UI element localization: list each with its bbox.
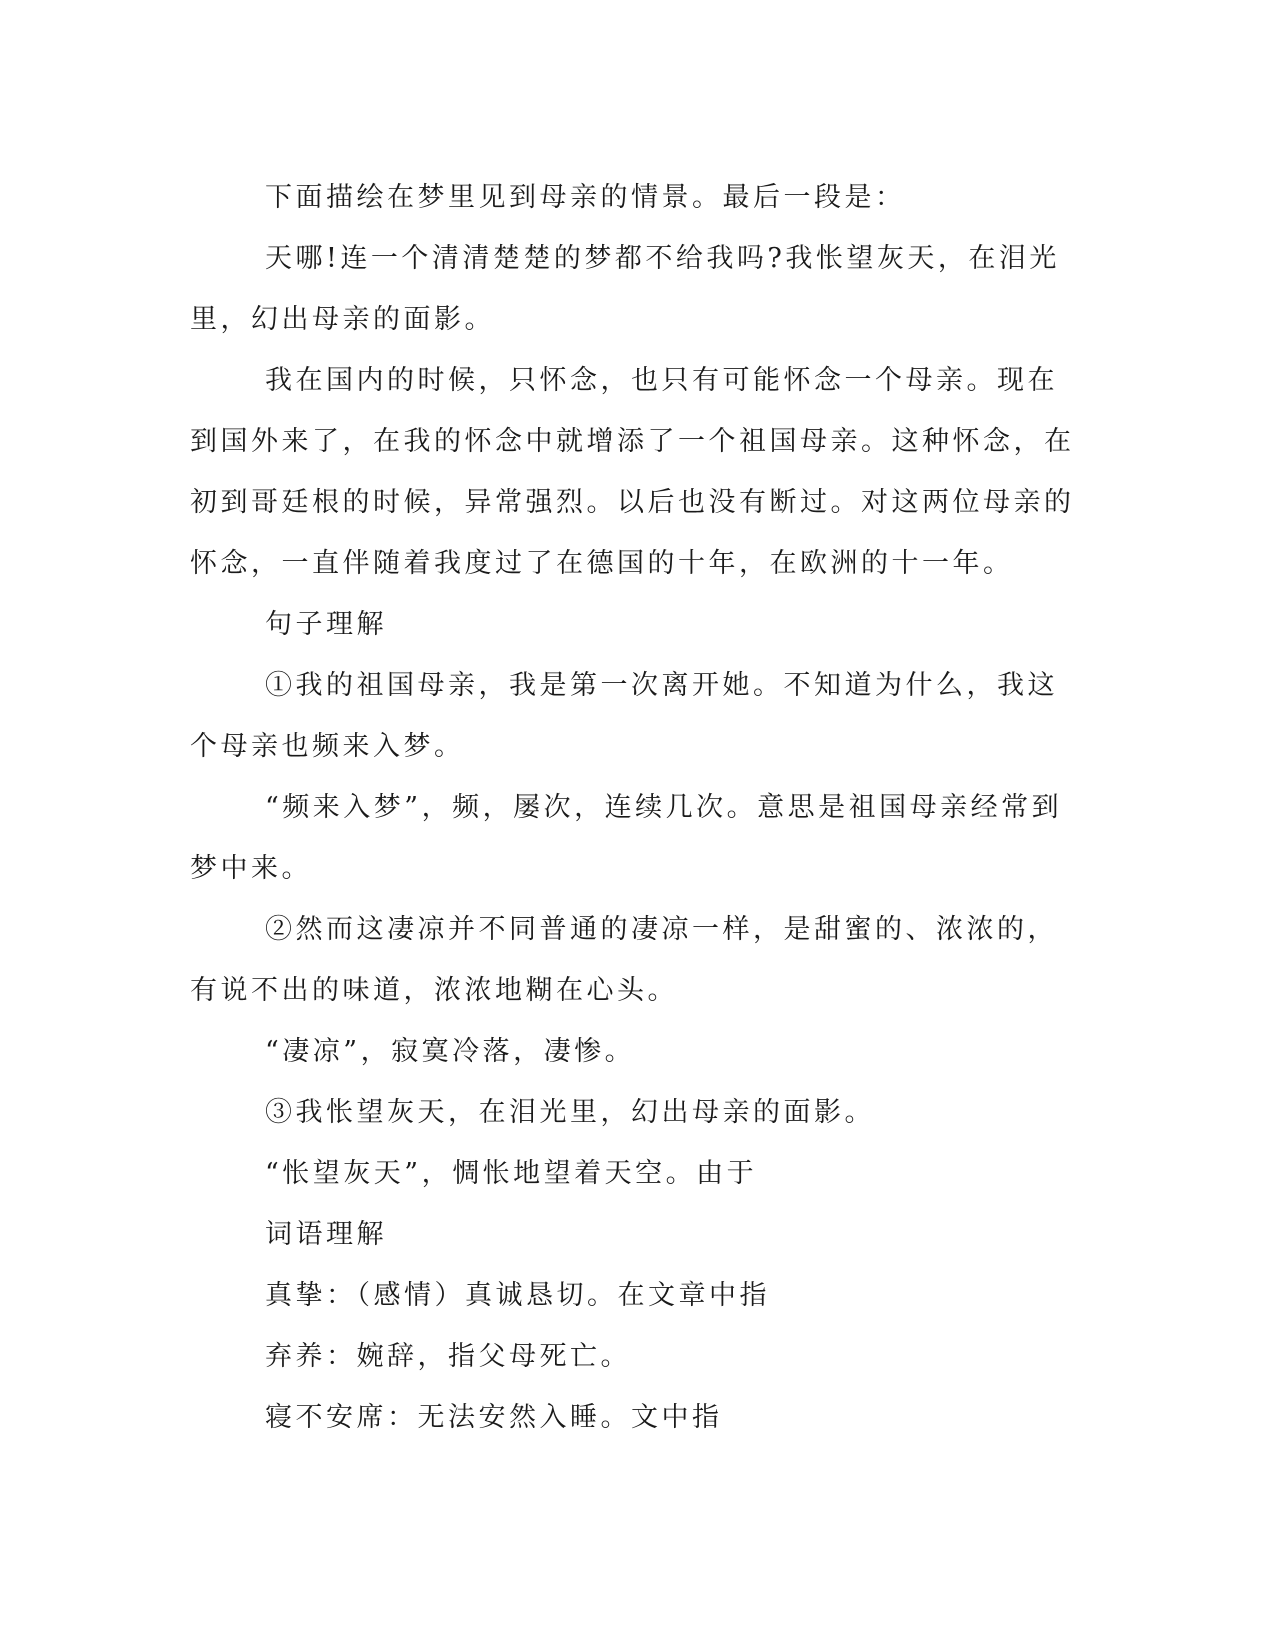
sentence-1-explanation: “频来入梦”，频，屡次，连续几次。意思是祖国母亲经常到梦中来。 <box>190 792 1063 884</box>
word-zhenzhi: 真挚：（感情）真诚恳切。在文章中指 <box>265 1280 770 1311</box>
sentence-2: ②然而这凄凉并不同普通的凄凉一样，是甜蜜的、浓浓的，有说不出的味道，浓浓地糊在心头。 <box>190 914 1058 1006</box>
paragraph-intro: 下面描绘在梦里见到母亲的情景。最后一段是： <box>265 182 906 213</box>
section-heading-sentences: 句子理解 <box>265 609 387 640</box>
paragraph-quote: 天哪!连一个清清楚楚的梦都不给我吗?我怅望灰天，在泪光里，幻出母亲的面影。 <box>190 243 1060 335</box>
document-body <box>190 167 1080 1448</box>
word-qinbuanxi: 寝不安席：无法安然入睡。文中指 <box>265 1402 723 1433</box>
sentence-2-explanation: “凄凉”，寂寞冷落，凄惨。 <box>265 1036 636 1067</box>
sentence-1: ①我的祖国母亲，我是第一次离开她。不知道为什么，我这个母亲也频来入梦。 <box>190 670 1058 762</box>
sentence-3-explanation: “怅望灰天”，惆怅地望着天空。由于 <box>265 1158 758 1189</box>
sentence-3: ③我怅望灰天，在泪光里，幻出母亲的面影。 <box>265 1097 875 1128</box>
word-qiyang: 弃养：婉辞，指父母死亡。 <box>265 1341 631 1372</box>
paragraph-longing: 我在国内的时候，只怀念，也只有可能怀念一个母亲。现在到国外来了，在我的怀念中就增添了一个祖国母亲。这种怀念，在初到哥廷根的时候，异常强烈。以后也没有断过。对这两位母亲的怀念，一直伴随着我度过了在德国的十年，在欧洲的十一年。 <box>190 365 1075 579</box>
section-heading-words: 词语理解 <box>265 1219 387 1250</box>
